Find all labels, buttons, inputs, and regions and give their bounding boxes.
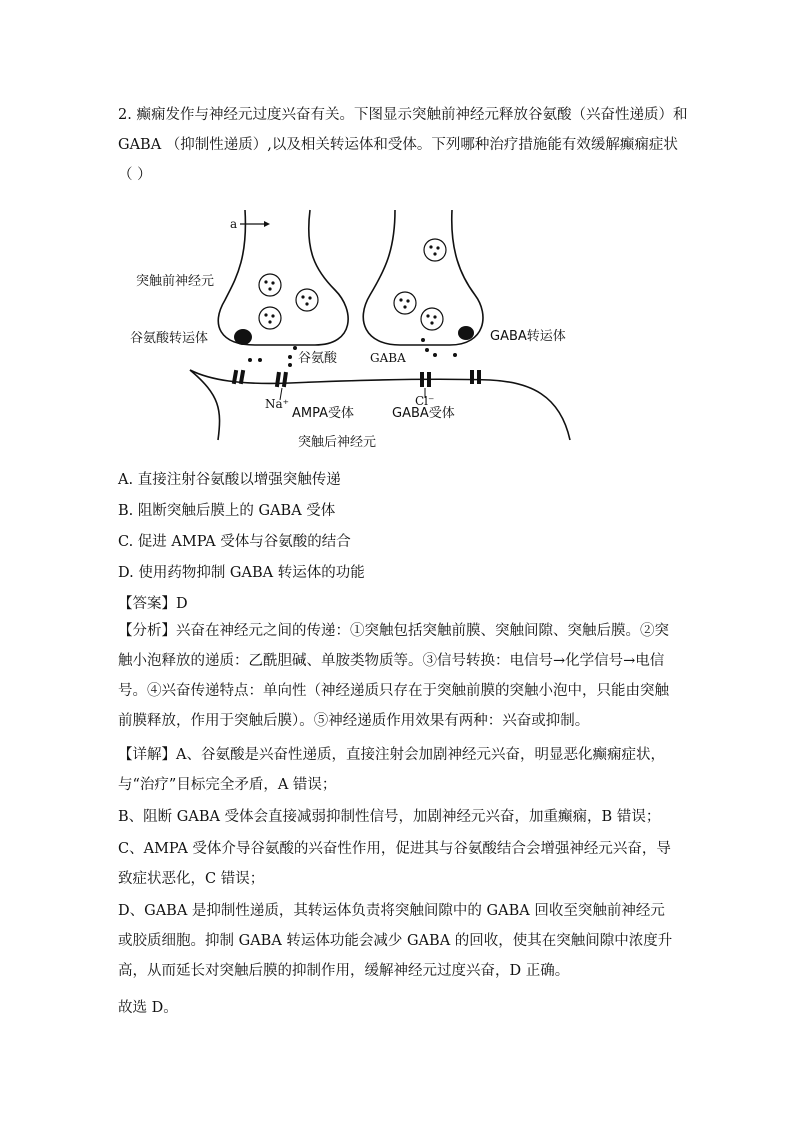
gaba-transporter-shape — [458, 326, 474, 340]
conclusion-line: 故选 D。 — [118, 1000, 178, 1016]
option-d: D. 使用药物抑制 GABA 转运体的功能 — [118, 565, 365, 581]
chloride-label: Cl⁻ — [415, 394, 435, 408]
option-c: C. 促进 AMPA 受体与谷氨酸的结合 — [118, 534, 351, 550]
ampa-receptor-label: AMPA受体 — [292, 406, 355, 421]
synapse-diagram — [130, 200, 620, 458]
glutamate-label: 谷氨酸 — [298, 351, 338, 366]
question-line-3: （ ） — [118, 167, 152, 183]
glutamate-transporter-shape — [234, 329, 252, 345]
transmitter-dots — [248, 338, 457, 367]
gaba-transporter-label: GABA转运体 — [490, 329, 566, 344]
detail-c: C、AMPA 受体介导谷氨酸的兴奋性作用，促进其与谷氨酸结合会增强神经元兴奋，导致症状恶化，C 错误； — [118, 841, 671, 887]
sodium-label: Na⁺ — [265, 397, 289, 411]
presynaptic-label: 突触前神经元 — [136, 274, 215, 289]
option-b: B. 阻断突触后膜上的 GABA 受体 — [118, 503, 336, 519]
gaba-label: GABA — [370, 351, 406, 365]
question-line-1: 2. 癫痫发作与神经元过度兴奋有关。下图显示突触前神经元释放谷氨酸（兴奋性递质）和 — [118, 107, 688, 123]
answer-line: 【答案】D — [118, 596, 188, 612]
arrow-a-label: a — [230, 217, 238, 231]
postsynaptic-label: 突触后神经元 — [298, 435, 377, 450]
presynaptic-terminal-left — [218, 210, 348, 345]
detail-d: D、GABA 是抑制性递质，其转运体负责将突触间隙中的 GABA 回收至突触前神经元或胶质细胞。抑制 GABA 转运体功能会减少 GABA 的回收，使其在突触间隙中浓度升高，从而延长对突触后膜的抑制作用，缓解神经元过度兴奋，D 正确。 — [118, 903, 673, 979]
gaba-receptor-label: GABA受体 — [392, 406, 455, 421]
vesicles-left — [259, 274, 318, 329]
glutamate-transporter-label: 谷氨酸转运体 — [130, 331, 209, 346]
question-line-2: GABA （抑制性递质）,以及相关转运体和受体。下列哪种治疗措施能有效缓解癫痫症状 — [118, 137, 678, 153]
option-a: A. 直接注射谷氨酸以增强突触传递 — [118, 472, 341, 488]
postsynaptic-membrane — [190, 370, 570, 440]
vesicles-right — [394, 239, 446, 330]
detail-b: B、阻断 GABA 受体会直接减弱抑制性信号，加剧神经元兴奋，加重癫痫，B 错误； — [118, 809, 661, 825]
analysis-paragraph: 【分析】兴奋在神经元之间的传递：①突触包括突触前膜、突触间隙、突触后膜。②突触小泡释放的递质：乙酰胆碱、单胺类物质等。③信号转换：电信号→化学信号→电信号。④兴奋传递特点：单向性（神经递质只存在于突触前膜的突触小泡中，只能由突触前膜释放，作用于突触后膜）。⑤神经递质作用效果有两种：兴奋或抑制。 — [118, 623, 669, 729]
detail-a: 【详解】A、谷氨酸是兴奋性递质，直接注射会加剧神经元兴奋，明显恶化癫痫症状，与“治疗”目标完全矛盾，A 错误； — [118, 747, 665, 793]
